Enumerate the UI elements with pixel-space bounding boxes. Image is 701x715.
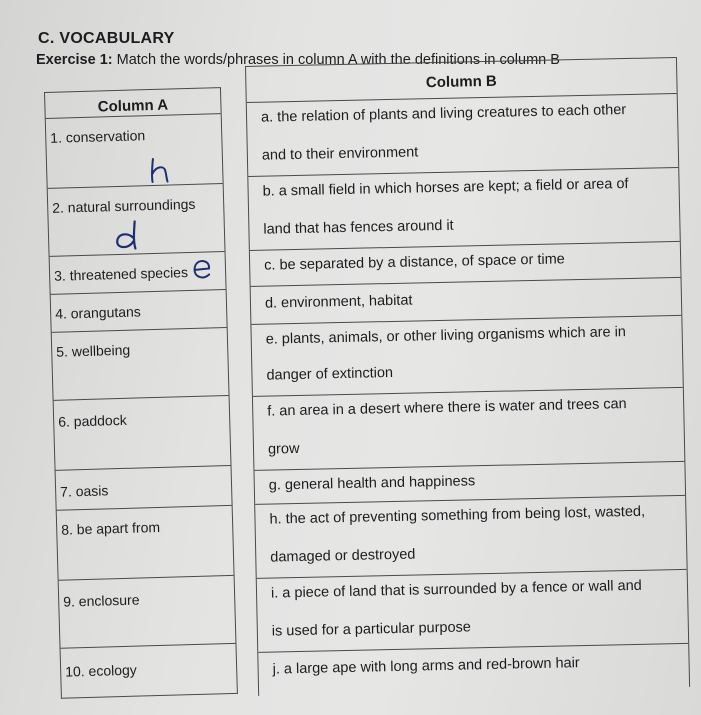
handwritten-answer-d [111,219,146,250]
column-a-item-9: 9. enclosure [63,591,140,610]
handwritten-answer-e [190,257,215,280]
definition-f-line-2: grow [267,440,300,458]
definition-a-line-1: a. the relation of plants and living creatures to each other [260,102,627,126]
column-a-item-10: 10. ecology [64,661,137,680]
handwritten-answer-h [147,156,176,183]
definition-e-line-2: danger of extinction [266,364,394,384]
column-a [44,87,238,699]
definition-i-line-1: i. a piece of land that is surrounded by a fence or wall and [270,577,642,602]
definition-j: j. a large ape with long arms and red-brown hair [272,655,580,678]
exercise-text: Match the words/phrases in column A with the definitions in column B [116,52,560,68]
column-a-item-6: 6. paddock [57,411,127,430]
column-a-item-7: 7. oasis [59,482,109,500]
column-a-item-2: 2. natural surroundings [52,195,196,216]
column-a-item-4: 4. orangutans [54,303,142,322]
definition-c: c. be separated by a distance, of space or time [264,251,565,274]
definition-g: g. general health and happiness [268,473,476,494]
definition-b-line-2: land that has fences around it [263,217,454,238]
definition-i-line-2: is used for a particular purpose [271,619,472,640]
definition-e-line-1: e. plants, animals, or other living organisms which are in [265,324,627,348]
definition-a-line-2: and to their environment [261,144,419,164]
definition-h-line-2: damaged or destroyed [270,546,416,566]
definition-d: d. environment, habitat [264,292,413,312]
section-title: C. VOCABULARY [38,30,175,47]
column-a-item-5: 5. wellbeing [56,341,131,360]
definition-h-line-1: h. the act of preventing something from being lost, wasted, [269,503,646,528]
definition-f-line-1: f. an area in a desert where there is water and trees can [267,396,627,420]
column-a-item-8: 8. be apart from [61,518,161,538]
column-a-header: Column A [97,96,169,116]
column-a-item-1: 1. conservation [50,127,146,146]
column-b-header: Column B [425,72,497,92]
exercise-label: Exercise 1: [36,52,113,68]
column-a-item-3: 3. threatened species [53,264,189,284]
definition-b-line-1: b. a small field in which horses are kept; a field or area of [262,175,629,200]
column-b [245,57,690,696]
